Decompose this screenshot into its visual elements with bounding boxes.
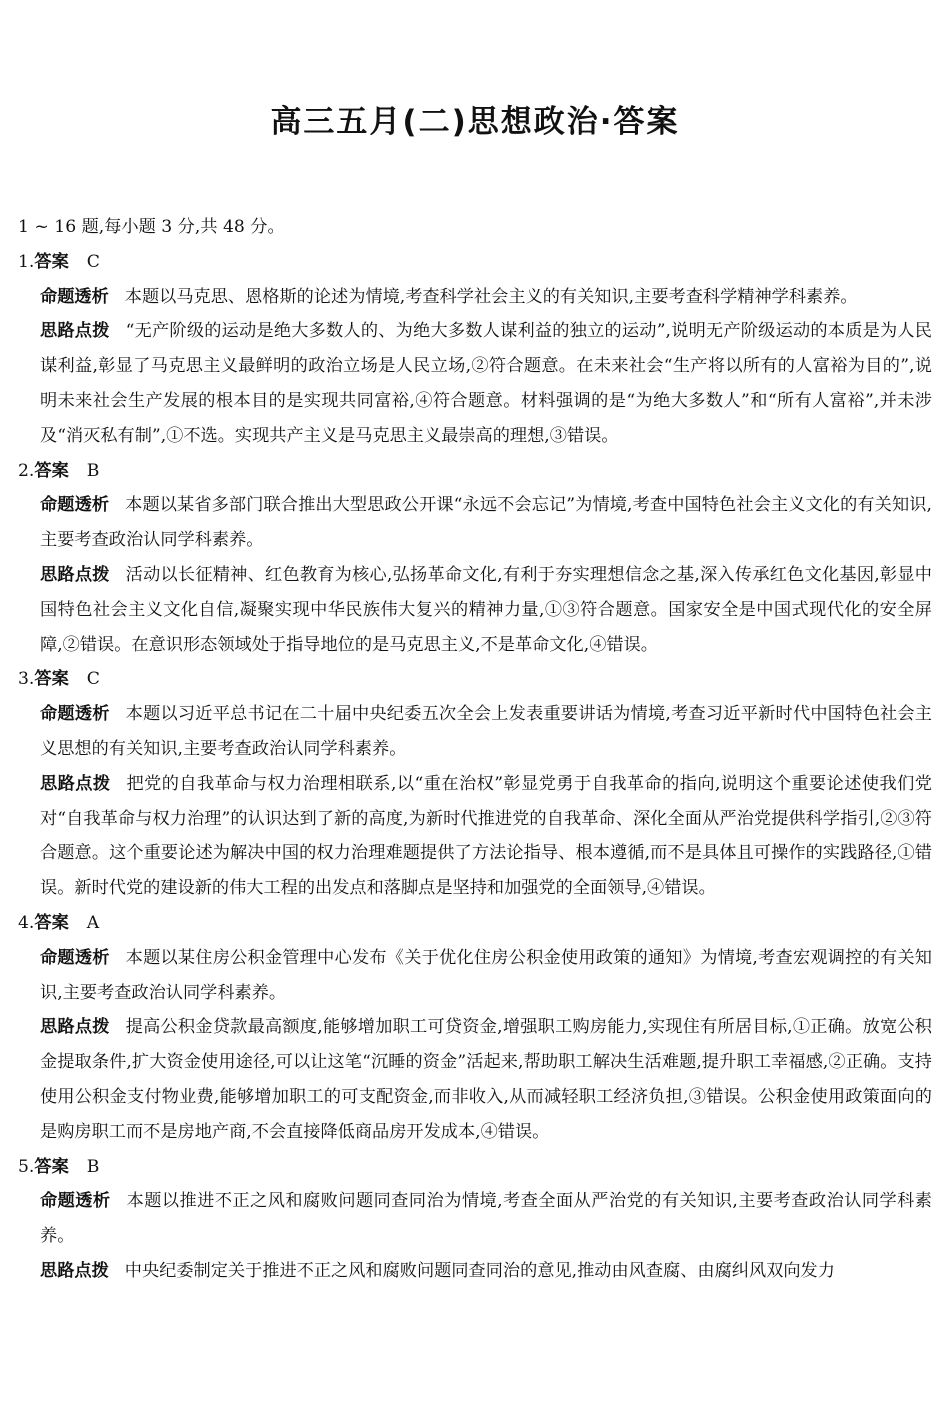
hint-paragraph bbox=[40, 314, 932, 453]
analysis-label: 命题透析 bbox=[40, 1191, 111, 1212]
hint-paragraph bbox=[40, 767, 932, 906]
analysis-paragraph bbox=[40, 697, 932, 767]
question-item bbox=[18, 454, 932, 663]
question-item bbox=[18, 662, 932, 906]
hint-paragraph bbox=[40, 558, 932, 662]
answer-label: 答案 bbox=[34, 251, 69, 272]
answer-label: 答案 bbox=[34, 669, 69, 690]
analysis-label: 命题透析 bbox=[40, 495, 110, 516]
page-title: 高三五月(二)思想政治·答案 bbox=[270, 104, 680, 140]
hint-text: 提高公积金贷款最高额度,能够增加职工可贷资金,增强职工购房能力,实现住有所居目标,①正确。放宽公积金提取条件,扩大资金使用途径,可以让这笔“沉睡的资金”活起来,帮助职工解决生活难题,提升职工幸福感,②正确。支持使用公积金支付物业费,能够增加职工的可支配资金,而非收入,从而减轻职工经济负担,③错误。公积金使用政策面向的是购房职工而不是房地产商,不会直接降低商品房开发成本,④错误。 bbox=[40, 1017, 932, 1142]
answer-body bbox=[18, 210, 932, 1278]
analysis-label: 命题透析 bbox=[40, 286, 109, 307]
analysis-paragraph bbox=[40, 1184, 932, 1254]
analysis-text: 本题以推进不正之风和腐败问题同查同治为情境,考查全面从严治党的有关知识,主要考查政治认同学科素养。 bbox=[40, 1191, 932, 1247]
answer-value: C bbox=[86, 669, 100, 690]
hint-text: 中央纪委制定关于推进不正之风和腐败问题同查同治的意见,推动由风查腐、由腐纠风双向发力 bbox=[124, 1260, 835, 1278]
analysis-paragraph bbox=[40, 488, 932, 558]
analysis-text: 本题以某住房公积金管理中心发布《关于优化住房公积金使用政策的通知》为情境,考查宏观调控的有关知识,主要考查政治认同学科素养。 bbox=[40, 947, 932, 1003]
section-intro: 1 ~ 16 题,每小题 3 分,共 48 分。 bbox=[18, 217, 285, 237]
question-item bbox=[18, 906, 932, 1150]
answer-value: C bbox=[86, 251, 100, 272]
analysis-text: 本题以习近平总书记在二十届中央纪委五次全会上发表重要讲话为情境,考查习近平新时代中国特色社会主义思想的有关知识,主要考查政治认同学科素养。 bbox=[40, 704, 932, 759]
question-number: 4. bbox=[18, 912, 35, 933]
question-number: 3. bbox=[18, 669, 35, 690]
hint-label: 思路点拨 bbox=[40, 1260, 109, 1278]
answer-label: 答案 bbox=[34, 912, 69, 933]
hint-label: 思路点拨 bbox=[40, 564, 110, 585]
answer-value: B bbox=[86, 460, 100, 481]
hint-label: 思路点拨 bbox=[40, 321, 110, 342]
answer-label: 答案 bbox=[34, 460, 69, 481]
hint-label: 思路点拨 bbox=[40, 773, 111, 794]
hint-paragraph bbox=[40, 1010, 932, 1149]
hint-label: 思路点拨 bbox=[40, 1017, 110, 1038]
question-number: 2. bbox=[18, 460, 35, 481]
hint-text: 把党的自我革命与权力治理相联系,以“重在治权”彰显党勇于自我革命的指向,说明这个重要论述使我们党对“自我革命与权力治理”的认识达到了新的高度,为新时代推进党的自我革命、深化全面从严治党提供科学指引,②③符合题意。这个重要论述为解决中国的权力治理难题提供了方法论指导、根本遵循,而不是具体且可操作的实践路径,①错误。新时代党的建设新的伟大工程的出发点和落脚点是坚持和加强党的全面领导,④错误。 bbox=[40, 773, 932, 899]
question-header bbox=[18, 906, 932, 941]
hint-text: “无产阶级的运动是绝大多数人的、为绝大多数人谋利益的独立的运动”,说明无产阶级运动的本质是为人民谋利益,彰显了马克思主义最鲜明的政治立场是人民立场,②符合题意。在未来社会“生产将以所有的人富裕为目的”,说明未来社会生产发展的根本目的是实现共同富裕,④符合题意。材料强调的是“为绝大多数人”和“所有人富裕”,并未涉及“消灭私有制”,①不选。实现共产主义是马克思主义最崇高的理想,③错误。 bbox=[40, 321, 932, 446]
question-number: 1. bbox=[18, 251, 35, 272]
answer-value: B bbox=[86, 1156, 100, 1177]
hint-paragraph bbox=[40, 1254, 932, 1278]
answer-value: A bbox=[86, 912, 100, 933]
analysis-paragraph bbox=[40, 280, 932, 315]
question-header bbox=[18, 454, 932, 489]
analysis-label: 命题透析 bbox=[40, 947, 110, 968]
analysis-label: 命题透析 bbox=[40, 704, 110, 725]
question-header bbox=[18, 1150, 932, 1185]
analysis-paragraph bbox=[40, 941, 932, 1011]
analysis-text: 本题以某省多部门联合推出大型思政公开课“永远不会忘记”为情境,考查中国特色社会主义文化的有关知识,主要考查政治认同学科素养。 bbox=[40, 495, 932, 551]
question-item bbox=[18, 245, 932, 454]
answer-label: 答案 bbox=[34, 1156, 69, 1177]
analysis-text: 本题以马克思、恩格斯的论述为情境,考查科学社会主义的有关知识,主要考查科学精神学科素养。 bbox=[124, 286, 858, 307]
question-number: 5. bbox=[18, 1156, 35, 1177]
question-header bbox=[18, 245, 932, 280]
hint-text: 活动以长征精神、红色教育为核心,弘扬革命文化,有利于夯实理想信念之基,深入传承红色文化基因,彰显中国特色社会主义文化自信,凝聚实现中华民族伟大复兴的精神力量,①③符合题意。国家安全是中国式现代化的安全屏障,②错误。在意识形态领域处于指导地位的是马克思主义,不是革命文化,④错误。 bbox=[40, 564, 932, 655]
question-item bbox=[18, 1150, 932, 1278]
question-header bbox=[18, 662, 932, 697]
